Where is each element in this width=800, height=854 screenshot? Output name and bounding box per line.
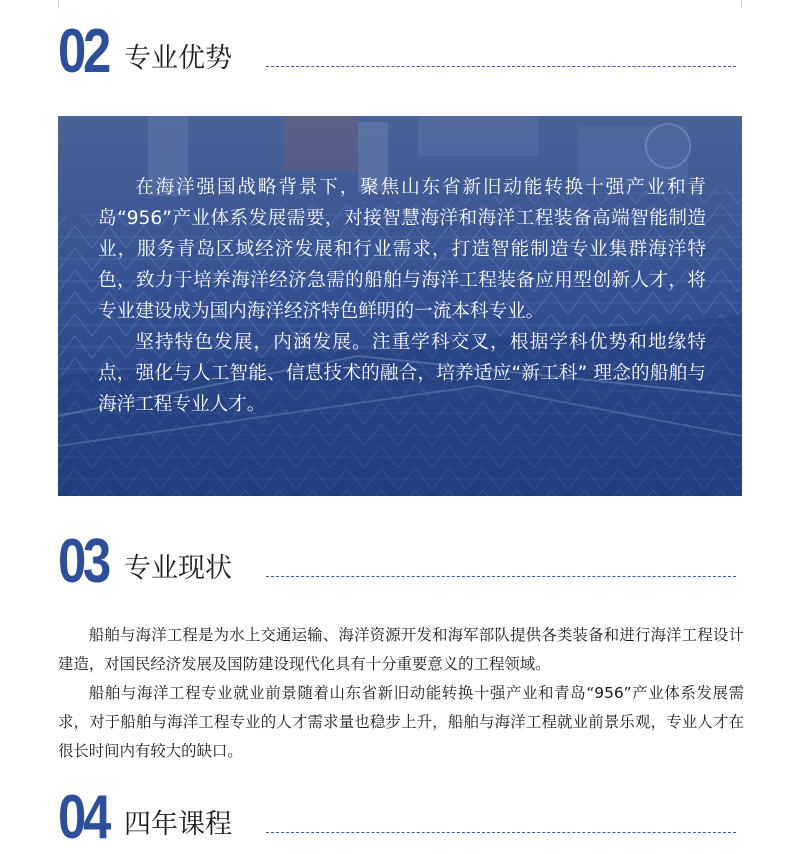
advantage-photo-panel bbox=[58, 116, 742, 496]
dashed-divider bbox=[266, 576, 736, 577]
dashed-divider bbox=[266, 832, 736, 833]
dashed-divider bbox=[266, 66, 736, 67]
section-header-advantage bbox=[58, 17, 742, 86]
section-header-status bbox=[58, 527, 742, 596]
status-paragraph: 船舶与海洋工程是为水上交通运输、海洋资源开发和海军部队提供各类装备和进行海洋工程设计建造，对国民经济发展及国防建设现代化具有十分重要意义的工程领域。 bbox=[58, 626, 744, 673]
advantage-text bbox=[98, 172, 706, 420]
section-title: 专业现状 bbox=[124, 553, 232, 584]
section-number: 03 bbox=[58, 527, 108, 596]
section-title: 专业优势 bbox=[124, 43, 232, 74]
status-paragraph: 船舶与海洋工程专业就业前景随着山东省新旧动能转换十强产业和青岛“956”产业体系发展需求，对于船舶与海洋工程专业的人才需求量也稳步上升，船舶与海洋工程就业前景乐观，专业人才在很长时间内有较大的缺口。 bbox=[58, 684, 744, 760]
section-header-curriculum bbox=[58, 783, 742, 852]
section-number: 04 bbox=[58, 783, 108, 852]
section-number: 02 bbox=[58, 17, 108, 86]
section-title: 四年课程 bbox=[124, 809, 232, 840]
status-text bbox=[58, 621, 744, 766]
advantage-paragraph: 在海洋强国战略背景下，聚焦山东省新旧动能转换十强产业和青岛“956”产业体系发展需要，对接智慧海洋和海洋工程装备高端智能制造业，服务青岛区域经济发展和行业需求，打造智能制造专业集群海洋特色，致力于培养海洋经济急需的船舶与海洋工程装备应用型创新人才，将专业建设成为国内海洋经济特色鲜明的一流本科专业。 bbox=[98, 177, 706, 322]
advantage-paragraph: 坚持特色发展，内涵发展。注重学科交叉，根据学科优势和地缘特点，强化与人工智能、信息技术的融合，培养适应“新工科” 理念的船舶与海洋工程专业人才。 bbox=[98, 332, 706, 415]
top-frame-rule bbox=[58, 0, 742, 8]
